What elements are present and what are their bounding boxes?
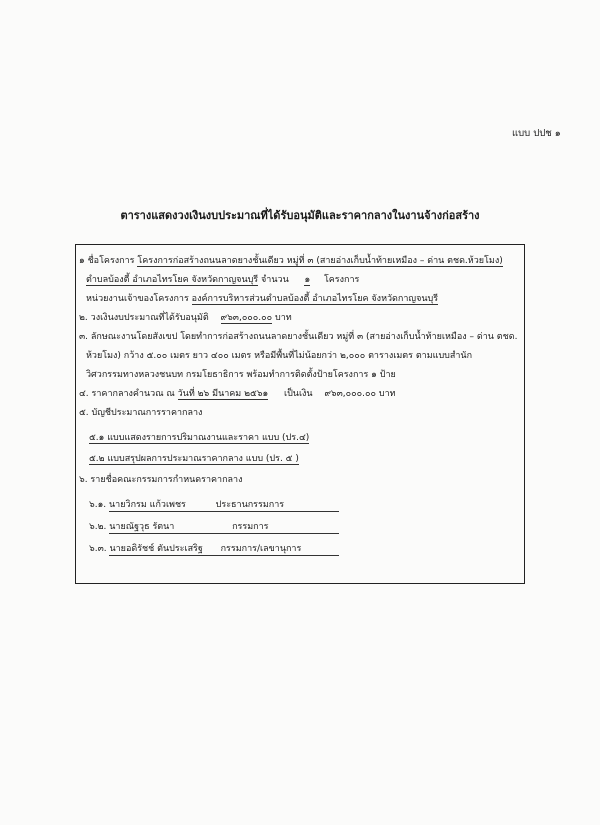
item3-line3: วิศวกรรมทางหลวงชนบท กรมโยธาธิการ พร้อมทำการติดตั้งป้ายโครงการ ๑ ป้าย: [86, 370, 396, 380]
item3-line2: ห้วยโมง) กว้าง ๕.๐๐ เมตร ยาว ๔๐๐ เมตร หรือมีพื้นที่ไม่น้อยกว่า ๒,๐๐๐ ตารางเมตร ตามแบบสำนัก: [86, 351, 473, 361]
item6-label: ๖. รายชื่อคณะกรรมการกำหนดราคากลาง: [79, 475, 243, 485]
member-name: นายวิกรม แก้วเพชร: [109, 500, 186, 510]
item1-line1: [79, 255, 503, 267]
item2-unit: บาท: [275, 313, 292, 323]
committee-member-3: [89, 543, 339, 556]
member-name: นายอดิรัชช์ ตันประเสริฐ: [109, 544, 203, 554]
item5-label: ๕. บัญชีประมาณการราคากลาง: [79, 408, 203, 418]
member-role: กรรมการ: [232, 522, 269, 532]
item2-line: [79, 312, 292, 324]
form-code: แบบ ปปช ๑: [512, 128, 561, 139]
item4-amount-label: เป็นเงิน: [284, 389, 313, 399]
details-table: [75, 244, 525, 584]
committee-member-2: [89, 521, 339, 534]
item1-count-unit: โครงการ: [323, 275, 360, 285]
item1-line2: [86, 274, 359, 286]
member-name: นายณัฐวุธ รัตนา: [109, 522, 175, 532]
item4-label: ๔. ราคากลางคำนวณ ณ: [79, 389, 175, 399]
item1-line3: [86, 293, 438, 305]
item1-count-label: จำนวน: [261, 275, 289, 285]
item4-date: วันที่ ๒๖ มีนาคม ๒๕๖๑: [177, 389, 269, 399]
member-role: ประธานกรรมการ: [215, 500, 285, 510]
item1-label: ๑ ชื่อโครงการ: [79, 256, 135, 266]
item1-agency-label: หน่วยงานเจ้าของโครงการ: [86, 294, 189, 304]
item1-location: ตำบลบ้องตี้ อำเภอไทรโยค จังหวัดกาญจนบุรี: [86, 275, 259, 285]
member-no: ๖.๒.: [89, 522, 107, 532]
item1-count-value: ๑: [304, 275, 311, 285]
member-row-underline: [109, 521, 339, 534]
committee-member-1: [89, 499, 339, 512]
member-row-underline: [109, 543, 339, 556]
item1-project-name: โครงการก่อสร้างถนนลาดยางชั้นเดียว หมู่ที่ ๓ (สายอ่างเก็บน้ำท้ายเหมือง – ด่าน ตชด.ห้วยโมง): [137, 256, 503, 266]
item5-sub2: ๕.๒ แบบสรุปผลการประมาณราคากลาง แบบ (ปร. ๕ ): [89, 454, 299, 464]
member-row-underline: [109, 499, 339, 512]
item4-amount: ๙๖๓,๐๐๐.๐๐: [324, 389, 376, 399]
member-no: ๖.๑.: [89, 500, 107, 510]
item2-label: ๒. วงเงินงบประมาณที่ได้รับอนุมัติ: [79, 313, 209, 323]
item5-sub1: ๕.๑ แบบแสดงรายการปริมาณงานและราคา แบบ (ปร.๔): [89, 433, 310, 443]
member-no: ๖.๓.: [89, 544, 107, 554]
item4-unit: บาท: [378, 389, 396, 399]
item2-amount: ๙๖๓,๐๐๐.๐๐: [220, 313, 273, 323]
member-role: กรรมการ/เลขานุการ: [220, 544, 302, 554]
item4-line: [79, 388, 396, 400]
document-title: ตารางแสดงวงเงินงบประมาณที่ได้รับอนุมัติและราคากลางในงานจ้างก่อสร้าง: [120, 209, 480, 222]
item3-line1: ๓. ลักษณะงานโดยสังเขป โดยทำการก่อสร้างถนนลาดยางชั้นเดียว หมู่ที่ ๓ (สายอ่างเก็บน้ำท้ายเหมือง – ด่าน ตชด.: [79, 332, 518, 342]
item1-agency: องค์การบริหารส่วนตำบลบ้องตี้ อำเภอไทรโยค จังหวัดกาญจนบุรี: [191, 294, 439, 304]
